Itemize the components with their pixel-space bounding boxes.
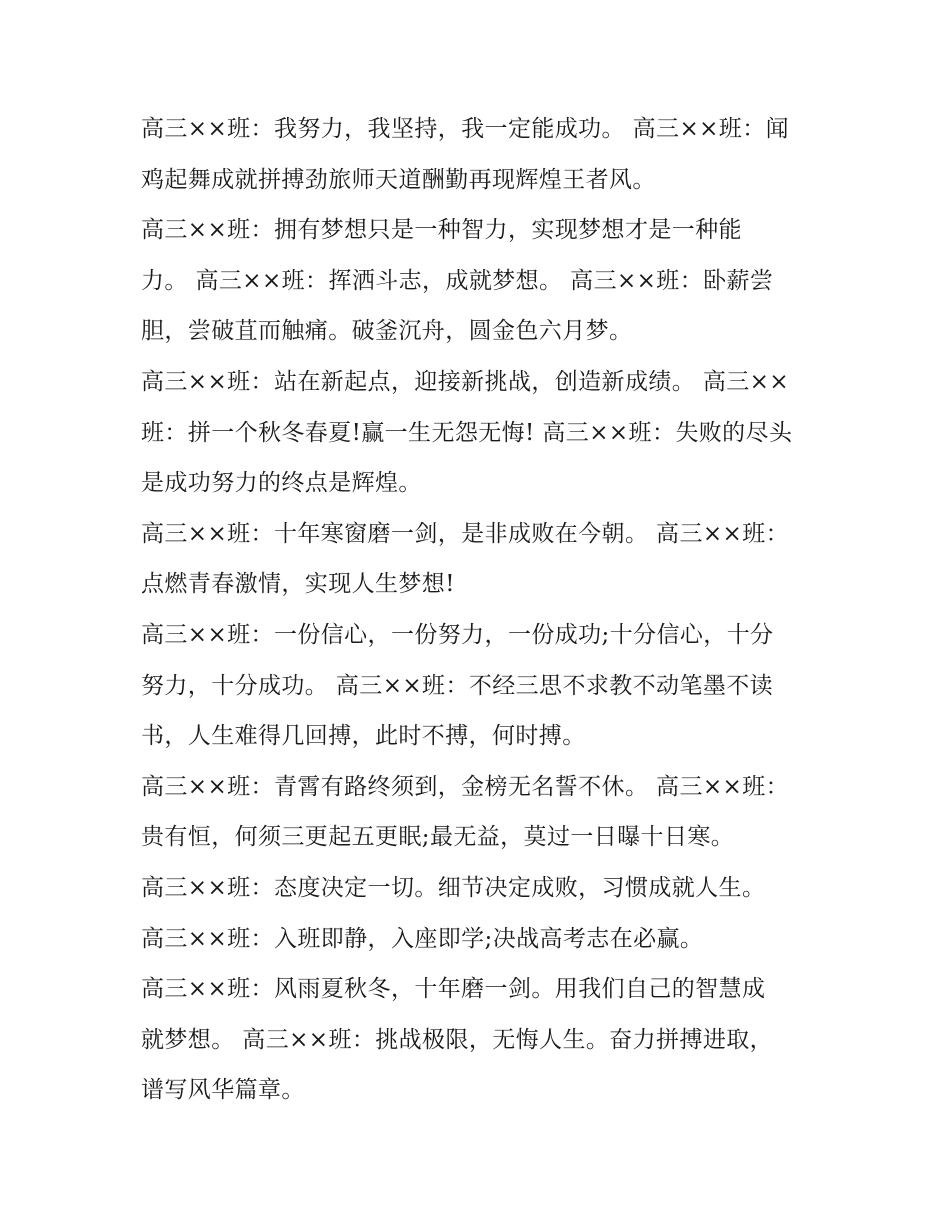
text-line: 高三××班：我努力，我坚持，我一定能成功。 高三××班：闻	[141, 116, 789, 142]
text-line: 鸡起舞成就拼搏劲旅师天道酬勤再现辉煌王者风。	[141, 166, 656, 193]
text-line: 高三××班：青霄有路终须到，金榜无名誓不休。 高三××班：	[141, 773, 789, 800]
text-line: 胆，尝破苴而触痛。破釜沉舟，圆金色六月梦。	[141, 318, 633, 345]
text-line: 班：拼一个秋冬春夏!赢一生无怨无悔! 高三××班：失败的尽头	[141, 419, 793, 446]
text-line: 贵有恒，何须三更起五更眠;最无益，莫过一日曝十日寒。	[141, 824, 735, 851]
text-line: 是成功努力的终点是辉煌。	[141, 470, 422, 497]
text-line: 书，人生难得几回搏，此时不搏，何时搏。	[141, 723, 586, 750]
text-line: 点燃青春激情，实现人生梦想!	[141, 571, 455, 598]
text-line: 高三××班：风雨夏秋冬，十年磨一剑。用我们自己的智慧成	[141, 976, 766, 1003]
text-line: 就梦想。 高三××班：挑战极限，无悔人生。奋力拼搏进取，	[141, 1026, 774, 1053]
text-line: 高三××班：一份信心，一份努力，一份成功;十分信心，十分	[141, 621, 774, 648]
text-line: 高三××班：入班即静，入座即学;决战高考志在必赢。	[141, 925, 704, 952]
text-line: 高三××班：拥有梦想只是一种智力，实现梦想才是一种能	[141, 217, 742, 244]
text-line: 高三××班：站在新起点，迎接新挑战，创造新成绩。 高三××	[141, 368, 789, 395]
text-line: 高三××班：十年寒窗磨一剑，是非成败在今朝。 高三××班：	[141, 520, 789, 547]
text-line: 高三××班：态度决定一切。细节决定成败，习惯成就人生。	[141, 874, 766, 901]
text-line: 谱写风华篇章。	[141, 1077, 305, 1104]
document-body	[141, 104, 821, 1116]
text-line: 努力，十分成功。 高三××班：不经三思不求教不动笔墨不读	[141, 672, 774, 699]
text-line: 力。 高三××班：挥洒斗志，成就梦想。 高三××班：卧薪尝	[141, 267, 774, 294]
